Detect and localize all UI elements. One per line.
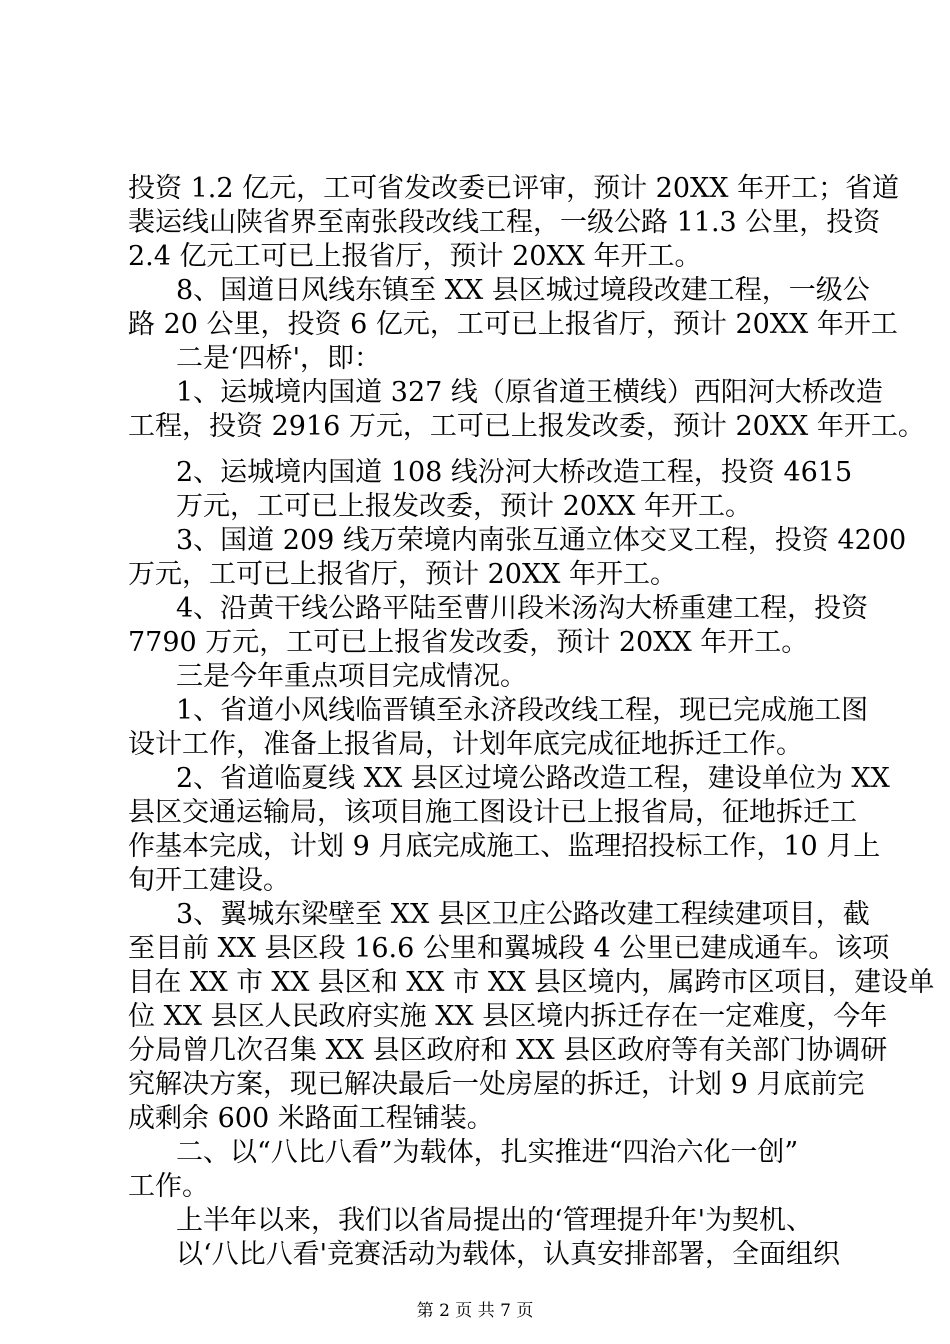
text-line-5: 路 20 公里，投资 6 亿元，工可已上报省厅，预计 20XX 年开工 — [128, 309, 898, 340]
text-line-15: 三是今年重点项目完成情况。 — [176, 661, 527, 692]
text-line-19: 县区交通运输局，该项目施工图设计已上报省局，征地拆迁工 — [128, 797, 857, 828]
text-line-4: 8、国道日风线东镇至 XX 县区城过境段改建工程，一级公 — [176, 275, 870, 306]
text-line-24: 目在 XX 市 XX 县区和 XX 市 XX 县区境内，属跨市区项目，建设单 — [128, 967, 935, 998]
text-line-28: 成剩余 600 米路面工程铺装。 — [128, 1103, 494, 1134]
text-line-29: 二、以“八比八看”为载体，扎实推进“四治六化一创” — [176, 1137, 799, 1168]
text-line-30: 工作。 — [128, 1171, 209, 1202]
text-line-10: 万元，工可已上报发改委，预计 20XX 年开工。 — [176, 491, 752, 522]
page-number-footer: 第 2 页 共 7 页 — [416, 1301, 534, 1321]
text-line-17: 设计工作，准备上报省局，计划年底完成征地拆迁工作。 — [128, 729, 803, 760]
text-line-23: 至目前 XX 县区段 16.6 公里和翼城段 4 公里已建成通车。该项 — [128, 933, 890, 964]
text-line-26: 分局曾几次召集 XX 县区政府和 XX 县区政府等有关部门协调研 — [128, 1035, 888, 1066]
text-line-16: 1、省道小风线临晋镇至永济段改线工程，现已完成施工图 — [176, 695, 869, 726]
text-line-9: 2、运城境内国道 108 线汾河大桥改造工程，投资 4615 — [176, 457, 853, 488]
text-line-14: 7790 万元，工可已上报省发改委，预计 20XX 年开工。 — [128, 627, 809, 658]
text-line-11: 3、国道 209 线万荣境内南张互通立体交叉工程，投资 4200 — [176, 525, 907, 556]
text-line-2: 裴运线山陕省界至南张段改线工程，一级公路 11.3 公里，投资 — [128, 207, 881, 238]
text-line-20: 作基本完成，计划 9 月底完成施工、监理招投标工作，10 月上 — [128, 831, 881, 862]
text-line-27: 究解决方案，现已解决最后一处房屋的拆迁，计划 9 月底前完 — [128, 1069, 865, 1100]
text-line-8: 工程，投资 2916 万元，工可已上报发改委，预计 20XX 年开工。 — [128, 411, 925, 442]
text-line-31: 上半年以来，我们以省局提出的‘管理提升年'为契机、 — [176, 1205, 814, 1236]
text-line-3: 2.4 亿元工可已上报省厅，预计 20XX 年开工。 — [128, 241, 702, 272]
text-line-12: 万元，工可已上报省厅，预计 20XX 年开工。 — [128, 559, 677, 590]
text-line-1: 投资 1.2 亿元，工可省发改委已评审，预计 20XX 年开工；省道 — [128, 173, 900, 204]
text-line-22: 3、翼城东梁壁至 XX 县区卫庄公路改建工程续建项目，截 — [176, 899, 870, 930]
text-line-32: 以‘八比八看'竞赛活动为载体，认真安排部署，全面组织 — [176, 1239, 841, 1270]
text-line-25: 位 XX 县区人民政府实施 XX 县区境内拆迁存在一定难度，今年 — [128, 1001, 888, 1032]
text-line-18: 2、省道临夏线 XX 县区过境公路改造工程，建设单位为 XX — [176, 763, 890, 794]
text-line-7: 1、运城境内国道 327 线（原省道王横线）西阳河大桥改造 — [176, 377, 883, 408]
text-line-21: 旬开工建设。 — [128, 865, 290, 896]
text-line-13: 4、沿黄干线公路平陆至曹川段米汤沟大桥重建工程，投资 — [176, 593, 869, 624]
text-line-6: 二是‘四桥'，即： — [176, 343, 382, 374]
